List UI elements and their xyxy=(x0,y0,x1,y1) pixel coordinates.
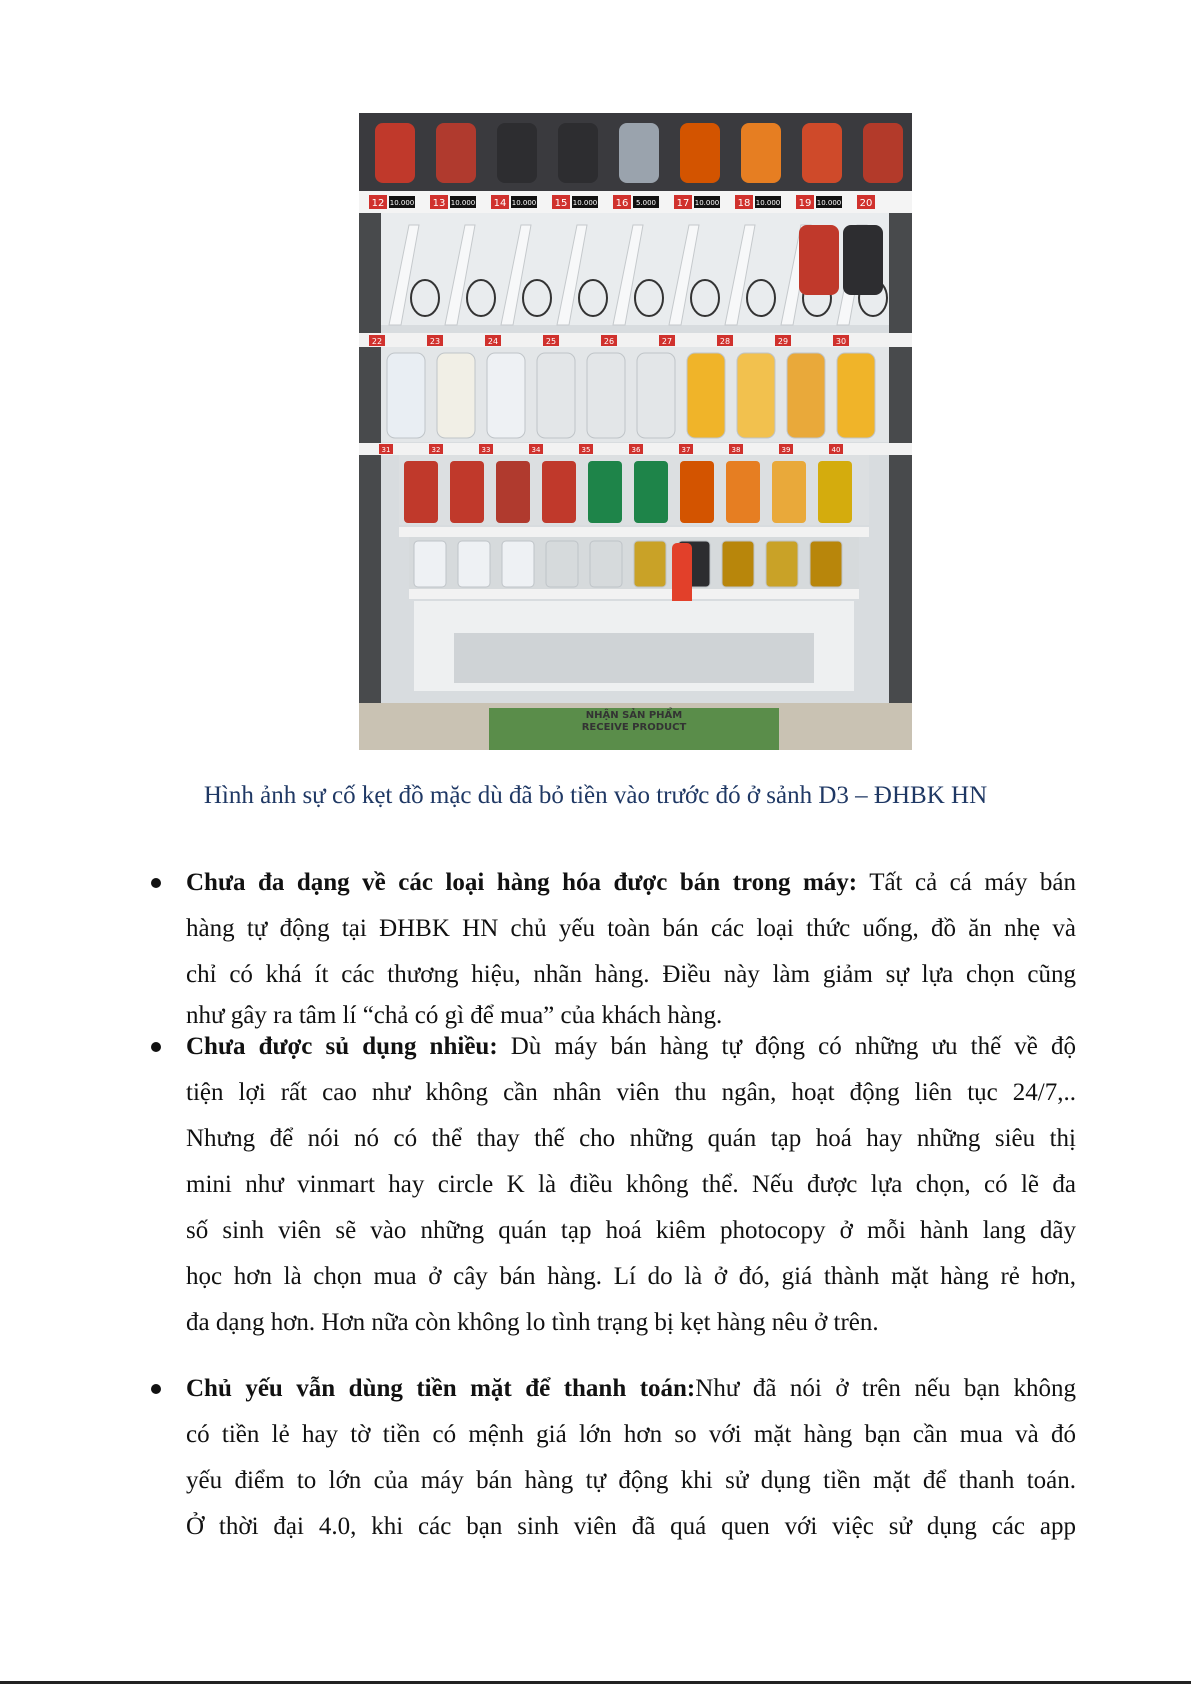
vending-machine-photo xyxy=(359,113,912,750)
figure-caption: Hình ảnh sự cố kẹt đồ mặc dù đã bỏ tiền vào trước đó ở sảnh D3 – ĐHBK HN xyxy=(203,782,988,809)
bullet-title: Chủ yếu vẫn dùng tiền mặt để thanh toán: xyxy=(186,1375,696,1402)
slot-number: 23 xyxy=(429,337,441,346)
bullet-line: như gây ra tâm lí “chả có gì để mua” của khách hàng. xyxy=(186,1002,723,1029)
slot-number: 38 xyxy=(731,446,741,454)
product-can xyxy=(496,461,530,523)
slot-number: 12 xyxy=(371,198,385,209)
product-bottle xyxy=(680,123,720,183)
product-bottle xyxy=(837,353,875,438)
product-bottle xyxy=(387,353,425,438)
slot-number: 40 xyxy=(831,446,841,454)
slot-number: 31 xyxy=(381,446,391,454)
slot-number: 26 xyxy=(603,337,615,346)
product-bottle xyxy=(843,225,883,295)
slot-number: 33 xyxy=(481,446,491,454)
slot-number: 29 xyxy=(777,337,789,346)
slot-number: 37 xyxy=(681,446,691,454)
product-bottle xyxy=(737,353,775,438)
bullet-line: hàng tự động tại ĐHBK HN chủ yếu toàn bán các loại thức uống, đồ ăn nhẹ và xyxy=(186,915,1076,942)
product-bottle xyxy=(487,353,525,438)
product-can xyxy=(634,461,668,523)
product-can xyxy=(542,461,576,523)
price-value: 10.000 xyxy=(572,199,598,207)
product-can xyxy=(458,541,490,587)
bullet-line: Ở thời đại 4.0, khi các bạn sinh viên đã quá quen với việc sử dụng các app xyxy=(186,1513,1076,1540)
product-bottle xyxy=(587,353,625,438)
bullet-line: mini như vinmart hay circle K là điều không thể. Nếu được lựa chọn, có lẽ đa xyxy=(186,1171,1076,1198)
product-bottle xyxy=(637,353,675,438)
product-can xyxy=(546,541,578,587)
bullet-item-1 xyxy=(186,860,1076,1034)
bullet-line: đa dạng hơn. Hơn nữa còn không lo tình trạng bị kẹt hàng nêu ở trên. xyxy=(186,1309,879,1336)
slot-number: 14 xyxy=(493,198,507,209)
bullet-title: Chưa đa dạng về các loại hàng hóa được bán trong máy: xyxy=(186,869,858,896)
bullet-line: Nhưng để nói nó có thể thay thế cho những quán tạp hoá hay những siêu thị xyxy=(186,1125,1076,1152)
price-value: 10.000 xyxy=(511,199,537,207)
product-bottle xyxy=(741,123,781,183)
price-value: 10.000 xyxy=(816,199,842,207)
product-can xyxy=(414,541,446,587)
product-bottle xyxy=(537,353,575,438)
slot-number: 35 xyxy=(581,446,591,454)
product-can xyxy=(634,541,666,587)
product-can xyxy=(450,461,484,523)
product-can xyxy=(680,461,714,523)
slot-number: 34 xyxy=(531,446,541,454)
bullet-line: có tiền lẻ hay tờ tiền có mệnh giá lớn hơn so với mặt hàng bạn cần mua và đó xyxy=(186,1421,1076,1448)
slot-number: 15 xyxy=(554,198,568,209)
slot-number: 19 xyxy=(798,198,812,209)
product-bottle xyxy=(799,225,839,295)
slot-number: 17 xyxy=(676,198,690,209)
product-bottle xyxy=(375,123,415,183)
slot-number: 13 xyxy=(432,198,446,209)
slot-number: 25 xyxy=(545,337,557,346)
bullet-item-3 xyxy=(186,1366,1076,1550)
price-value: 10.000 xyxy=(389,199,415,207)
bullet-title: Chưa được sủ dụng nhiều: xyxy=(186,1033,498,1060)
bullet-line: yếu điểm to lớn của máy bán hàng tự động khi sử dụng tiền mặt để thanh toán. xyxy=(186,1467,1076,1494)
slot-number: 32 xyxy=(431,446,441,454)
product-bottle xyxy=(619,123,659,183)
bullet-dot-icon xyxy=(151,1042,161,1052)
slot-number: 18 xyxy=(737,198,751,209)
product-can xyxy=(502,541,534,587)
footer-rule xyxy=(0,1681,1191,1684)
slot-number: 20 xyxy=(859,198,873,209)
slot-number: 36 xyxy=(631,446,641,454)
product-bottle xyxy=(436,123,476,183)
bin-label-vi: NHẬN SẢN PHẨM xyxy=(585,710,683,721)
price-value: 10.000 xyxy=(694,199,720,207)
price-value: 10.000 xyxy=(755,199,781,207)
product-can xyxy=(818,461,852,523)
product-bottle xyxy=(787,353,825,438)
bullet-dot-icon xyxy=(151,878,161,888)
product-can xyxy=(404,461,438,523)
product-can xyxy=(766,541,798,587)
bullet-line: tiện lợi rất cao như không cần nhân viên thu ngân, hoạt động liên tục 24/7,.. xyxy=(186,1079,1076,1106)
bullet-line: học hơn là chọn mua ở cây bán hàng. Lí do là ở đó, giá thành mặt hàng rẻ hơn, xyxy=(186,1263,1076,1290)
product-bottle xyxy=(802,123,842,183)
bullet-line xyxy=(186,1366,1076,1412)
bullet-line xyxy=(186,860,1076,906)
product-bottle xyxy=(863,123,903,183)
slot-number: 28 xyxy=(719,337,731,346)
product-bottle xyxy=(687,353,725,438)
bullet-line: số sinh viên sẽ vào những quán tạp hoá kiêm photocopy ở mỗi hành lang dãy xyxy=(186,1217,1076,1244)
product-bottle xyxy=(497,123,537,183)
product-can xyxy=(726,461,760,523)
product-can xyxy=(722,541,754,587)
slot-number: 39 xyxy=(781,446,791,454)
price-value: 5.000 xyxy=(635,199,657,207)
bullet-text: Tất cả cá máy bán xyxy=(869,869,1076,896)
slot-number: 16 xyxy=(615,198,629,209)
bullet-line: chỉ có khá ít các thương hiệu, nhãn hàng. Điều này làm giảm sự lựa chọn cũng xyxy=(186,961,1076,988)
bin-label-en: RECEIVE PRODUCT xyxy=(581,722,687,733)
product-can xyxy=(590,541,622,587)
product-can xyxy=(810,541,842,587)
product-bottle xyxy=(437,353,475,438)
product-can xyxy=(588,461,622,523)
price-value: 10.000 xyxy=(450,199,476,207)
slot-number: 24 xyxy=(487,337,499,346)
slot-number: 22 xyxy=(371,337,383,346)
bullet-item-2 xyxy=(186,1024,1076,1346)
bullet-text: Dù máy bán hàng tự động có những ưu thế về độ xyxy=(510,1033,1076,1060)
product-can xyxy=(772,461,806,523)
bullet-line xyxy=(186,1024,1076,1070)
product-bottle xyxy=(558,123,598,183)
bullet-text: Như đã nói ở trên nếu bạn không xyxy=(695,1375,1076,1402)
slot-number: 27 xyxy=(661,337,673,346)
bullet-dot-icon xyxy=(151,1384,161,1394)
vending-machine-illustration xyxy=(359,113,912,750)
slot-number: 30 xyxy=(835,337,847,346)
